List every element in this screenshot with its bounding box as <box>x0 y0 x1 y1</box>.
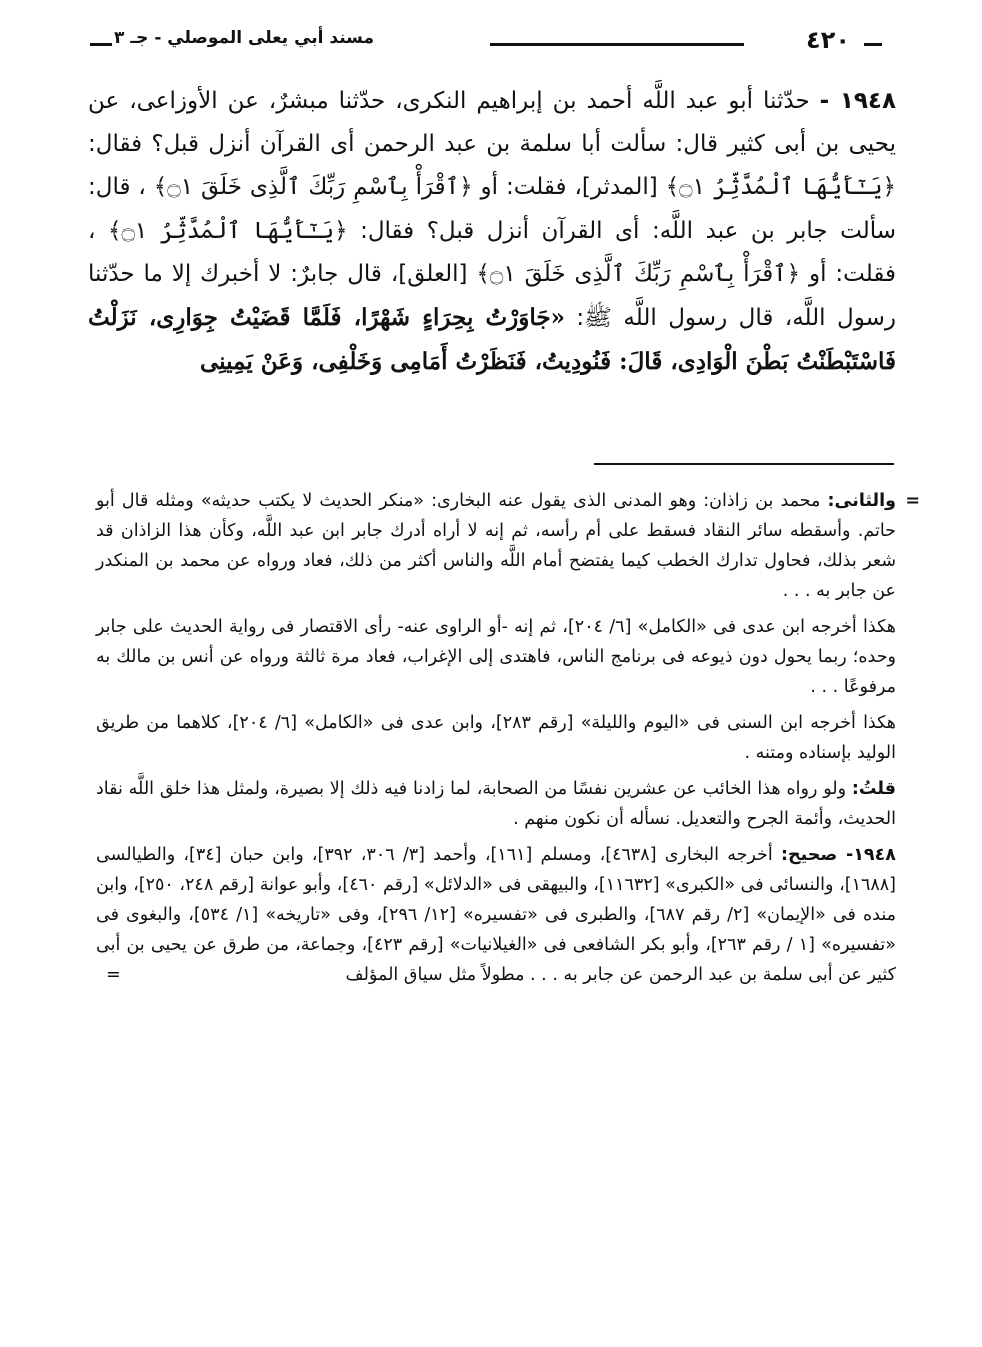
quran-verse-1: ﴿يَـٰٓأَيُّهَا ٱلْمُدَّثِّرُ ۝١﴾ <box>665 174 896 201</box>
header-rule-right <box>864 43 882 46</box>
footnote-1 <box>96 486 920 606</box>
footnote-3 <box>96 708 896 768</box>
book-title: مسند أبي يعلى الموصلي - جـ ٣ <box>114 28 374 48</box>
footnote-4-text: ولو رواه هذا الخائب عن عشرين نفسًا من الصحابة، لما زادنا فيه ذلك إلا بصيرة، ولمثل هذا خلق اللَّه نقاد الحديث، وأئمة الجرح والتعديل. نسأله أن نكون منهم . <box>96 779 896 829</box>
surah-ref-4: [العلق]، قال جابرٌ: لا أخبرك إلا ما حدّثنا رسول اللَّه، قال رسول اللَّه ﷺ: <box>88 260 896 332</box>
footnote-2 <box>96 612 896 702</box>
surah-ref-1: [المدثر]، فقلت: أو <box>480 174 658 201</box>
footnote-3-text: هكذا أخرجه ابن السنى فى «اليوم والليلة» [رقم ٢٨٣]، وابن عدى فى «الكامل» [٦/ ٢٠٤]، كلاهما من طريق الوليد بإسناده ومتنه . <box>96 713 897 763</box>
quran-verse-2: ﴿ٱقْرَأْ بِٱسْمِ رَبِّكَ ٱلَّذِى خَلَقَ ۝١﴾ <box>153 174 473 201</box>
narration-3: ، فقلت: أو <box>88 217 897 287</box>
footnote-4 <box>96 774 896 834</box>
footnotes <box>96 486 920 996</box>
hadith-number: ١٩٤٨ - <box>819 88 897 114</box>
footnote-4-label: قلتُ: <box>851 779 896 799</box>
footnote-1-label: والثانى: <box>827 491 896 511</box>
footnote-1-text: محمد بن زاذان: وهو المدنى الذى يقول عنه البخارى: «منكر الحديث لا يكتب حديثه» ومثله قال أبو حاتم. وأسقطه سائر النقاد فسقط على أم رأسه، ثم إنه لا أراه أدرك جابر ابن عبد اللَّه، وكأن هذا الزاذان قد شعر بذلك، فحاول تدارك الخطب كيما يفتضح أمام اللَّه والناس أكثر من ذلك، فعاد ورواه عن محمد بن المنكدر عن جابر به . . . <box>96 491 896 601</box>
running-header <box>90 26 890 66</box>
quran-verse-3: ﴿يَـٰٓأَيُّهَا ٱلْمُدَّثِّرُ ۝١﴾ <box>107 217 348 244</box>
narration-2: ، قال: سألت جابر بن عبد اللَّه: أى القرآن أنزل قبل؟ فقال: <box>88 174 896 244</box>
footnote-2-text: هكذا أخرجه ابن عدى فى «الكامل» [٦/ ٢٠٤]، ثم إنه -أو الراوى عنه- رأى الاقتصار فى رواية الحديث على جابر وحده؛ ربما يحول دون ذيوعه فى برنامج الناس، فاهتدى إلى الإغراب، فعاد مرة ثالثة ورواه عن أنس بن مالك به مرفوعًا . . . <box>96 617 896 697</box>
isnad: حدّثنا أبو عبد اللَّه أحمد بن إبراهيم النكرى، حدّثنا مبشرٌ، عن الأوزاعى، عن يحيى بن أبى كثير قال: سألت أبا سلمة بن عبد الرحمن أى القرآن أنزل قبل؟ فقال: <box>88 88 896 158</box>
end-mark: = <box>106 965 121 985</box>
continuation-mark: = <box>905 491 920 511</box>
quran-verse-4: ﴿ٱقْرَأْ بِٱسْمِ رَبِّكَ ٱلَّذِى خَلَقَ ۝١﴾ <box>476 260 801 287</box>
prophet-words: «جَاوَرْتُ بِحِرَاءٍ شَهْرًا، فَلَمَّا قَضَيْتُ جِوَارِى، نَزَلْتُ فَاسْتَبْطَنْتُ بَطْنَ الْوَادِى، قَالَ: فَنُودِيتُ، فَنَظَرْتُ أَمَامِى وَخَلْفِى، وَعَنْ يَمِينِى <box>88 304 896 376</box>
footnote-5-label: ١٩٤٨- صحيح: <box>780 845 896 865</box>
header-rule-left <box>90 43 112 46</box>
hadith-paragraph <box>88 80 896 384</box>
page-number: ٤٢٠ <box>806 26 850 54</box>
header-rule-middle <box>490 43 744 46</box>
footnote-5-text: أخرجه البخارى [٤٦٣٨]، ومسلم [١٦١]، وأحمد [٣/ ٣٠٦، ٣٩٢]، وابن حبان [٣٤]، والطيالسى [١٦٨٨]، والنسائى فى «الكبرى» [١١٦٣٢]، والبيهقى فى «الدلائل» [رقم ٤٦٠]، وأبو عوانة [رقم ٢٤٨، ٢٥٠]، وابن منده فى «الإيمان» [٢/ رقم ٦٨٧]، والطبرى فى «تفسيره» [١٢/ ٢٩٦]، وفى «تاريخه» [١/ ٥٣٤]، والبغوى فى «تفسيره» [١ / رقم ٢٦٣]، وأبو بكر الشافعى فى «الغيلانيات» [رقم ٤٢٣]، وجماعة، من طرق عن يحيى بن أبى كثير عن أبى سلمة بن عبد الرحمن عن جابر به . . . مطولاً مثل سياق المؤلف <box>96 845 896 985</box>
footnote-5 <box>96 840 896 990</box>
footnote-divider <box>594 463 894 465</box>
hadith-text <box>88 80 896 384</box>
